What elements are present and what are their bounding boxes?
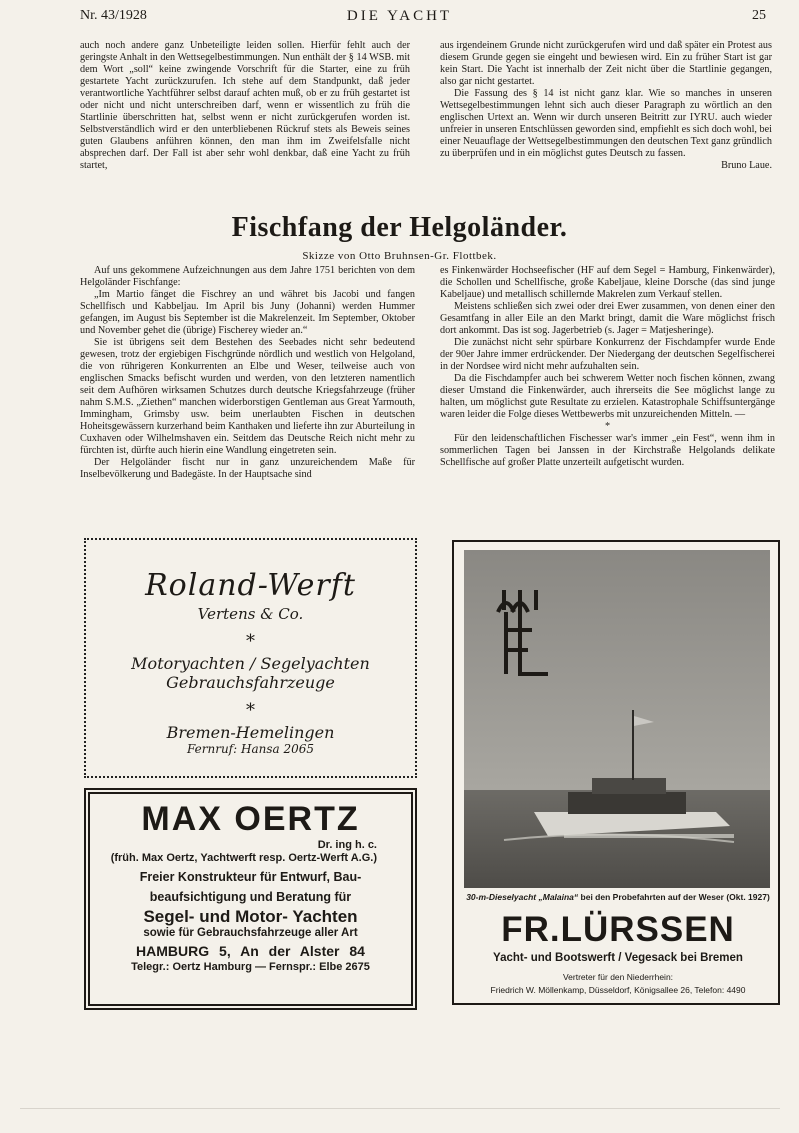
- former-company: (früh. Max Oertz, Yachtwerft resp. Oertz-Werft A.G.): [110, 852, 377, 864]
- service-line: sowie für Gebrauchsfahrzeuge aller Art: [143, 927, 358, 939]
- luerssen-advertisement: [452, 540, 780, 1005]
- issue-number: Nr. 43/1928: [80, 8, 147, 23]
- yacht-photo: [464, 550, 770, 888]
- paragraph: Der Helgoländer fischt nur in ganz unzureichendem Maße für Inselbevölkerung und Badegäste. In der Hauptsache sind: [80, 457, 415, 480]
- section-separator: *: [604, 421, 611, 432]
- product-line: Motoryachten / Segelyachten: [131, 654, 370, 673]
- page-number: 25: [752, 8, 766, 23]
- caption-text: bei den Probefahrten auf der Weser (Okt. 1927): [578, 892, 770, 902]
- company-owner: Vertens & Co.: [197, 605, 304, 623]
- top-text-right-column: [440, 40, 772, 180]
- photo-caption: [460, 892, 776, 902]
- paragraph: aus irgendeinem Grunde nicht zurückgerufen wird und daß später ein Protest aus diesem Grunde gegen sie eingeht und bewiesen wird. Ein zu früher Start ist gar kein Start. Die Yacht ist innerhalb der Zeit nicht über die Startlinie gegangen, also gar nicht gestartet.: [440, 40, 772, 87]
- magazine-title: DIE YACHT: [346, 8, 453, 24]
- paragraph: Auf uns gekommene Aufzeichnungen aus dem Jahre 1751 berichten von dem Helgoländer Fischfange:: [80, 265, 415, 288]
- page-bottom-rule: [20, 1108, 780, 1109]
- company-subtitle: Yacht- und Bootswerft / Vegesack bei Bremen: [493, 952, 743, 964]
- service-line: Freier Konstrukteur für Entwurf, Bau-: [139, 870, 362, 884]
- paragraph: Die Fassung des § 14 ist nicht ganz klar. Wie so manches in unseren Wettsegelbestimmungen lehnt sich auch dieser Paragraph zu wörtlich an den englischen Urtext an. Wenn wir durch unseren Beitritt zur IYRU. auch wieder unfreier in unseren Entschlüssen geworden sind, empfiehlt es sich doch wohl, bei einer Neuauflage der Wettsegelbestimmungen den deutschen Text ganz gründlich zu überprüfen und in ein möglichst gutes Deutsch zu fassen.: [440, 88, 772, 159]
- product-line: Gebrauchsfahrzeuge: [166, 673, 335, 692]
- caption-title: 30-m-Dieselyacht „Malaina“: [466, 892, 579, 902]
- company-address: [90, 943, 411, 959]
- company-name: MAX OERTZ: [141, 800, 360, 838]
- paragraph: es Finkenwärder Hochseefischer (HF auf dem Segel = Hamburg, Finkenwärder), die Schollen und Schellfische, große Kabeljaue, kleine Dorsche (das sind junge Kabeljaue) und metallisch schillernde Makrelen zum Verkauf stellen.: [440, 265, 775, 300]
- article-byline: Skizze von Otto Bruhnsen-Gr. Flottbek.: [302, 250, 497, 262]
- paragraph: auch noch andere ganz Unbeteiligte leiden sollen. Hierfür fehlt auch der geringste Anhalt in den Wettsegelbestimmungen. Nun enthält der § 14 WSB. mit dem Wort „soll“ keine zwingende Vorschrift für die Starter, eine zu früh gestartete Yacht zurückzurufen. Ich stehe auf dem Standpunkt, daß jeder verantwortliche Yachtführer selbst darauf achten muß, ob er zu früh gestartet ist oder nicht und nicht unterschreiben darf, wenn er wissentlich zu früh die Startlinie überschritten hat, selbst wenn er nicht zurückgerufen worden ist. Selbstverständlich wird er den unterbliebenen Rückruf stets als Beweis seines guten Glaubens anführen können, den man ihm im Zweifelsfalle nicht absprechen darf. Der Fall ist aber sehr wohl denkbar, daß eine Yacht zu früh startet,: [80, 40, 410, 171]
- article-right-column: [440, 265, 775, 525]
- specialty-line: Segel- und Motor- Yachten: [143, 907, 358, 926]
- company-name: FR.LÜRSSEN: [501, 910, 735, 949]
- service-line: beaufsichtigung und Beratung für: [149, 890, 352, 904]
- paragraph: „Im Martio fänget die Fischrey an und währet bis Jacobi und fangen Schellfisch und Kabbeljau. Im April bis Juny (Johanni) werden Hummer gefangen, im August bis September ist die Makrelenzeit. Im September, Oktober und November gehet die (übrige) Fischerey wieder an.“: [80, 289, 415, 336]
- separator-star: *: [246, 631, 255, 652]
- paragraph: Sie ist übrigens seit dem Bestehen des Seebades nicht sehr bedeutend gewesen, trotz der ergiebigen Fischgründe nördlich und westlich von Helgoland, die von rührigeren Konkurrenten an Elbe und Weser, teilweise auch von englischen Smacks befischt wurden und werden, von den letzteren namentlich seit dem Aufhören wirksamen Schutzes durch deutsche Kriegsfahrzeuge (früher nahm S.M.S. „Ziethen“ manchen widerborstigen Gentleman aus Great Yarmouth, Immingham, Grimsby usw. beim unerlaubten Fischen in deutschen Hoheitsgewässern kurzerhand beim Kanthaken und lieferte ihn zur Aburteilung in Cuxhaven oder Wilhelmshaven ein. Seitdem das Deutsche Reich nicht mehr zu fürchten ist, dürfte auch hierin eine Wandlung eingetreten sein.: [80, 337, 415, 456]
- article-left-column: [80, 265, 415, 525]
- academic-title: Dr. ing h. c.: [317, 839, 377, 851]
- article-title: Fischfang der Helgoländer.: [231, 212, 568, 243]
- representative-address: Friedrich W. Möllenkamp, Düsseldorf, Königsallee 26, Telefon: 4490: [490, 985, 746, 995]
- company-contact: Telegr.: Oertz Hamburg — Fernspr.: Elbe 2675: [131, 961, 370, 973]
- top-text-left-column: [80, 40, 410, 180]
- city: HAMBURG 5,: [136, 943, 231, 959]
- company-name: Roland-Werft: [145, 568, 356, 603]
- separator-star: *: [246, 700, 255, 721]
- roland-werft-advertisement: [84, 538, 417, 778]
- paragraph: Die zunächst nicht sehr spürbare Konkurrenz der Fischdampfer wurde Ende der 90er Jahre immer erdrückender. Der Niedergang der deutschen Segelfischerei in der Nordsee wird nicht mehr aufzuhalten sein.: [440, 337, 775, 372]
- paragraph: Da die Fischdampfer auch bei schwerem Wetter noch fischen können, zwang dieser Umstand die Finkenwärder, auch ihrerseits die See möglichst lange zu halten, um möglichst gute Resultate zu erzielen. Katastrophale Schiffsuntergänge waren leider die Folge dieses Wettbewerbs mit unzureichenden Mitteln. —: [440, 373, 775, 420]
- representative-label: Vertreter für den Niederrhein:: [562, 972, 674, 982]
- max-oertz-advertisement: [84, 788, 417, 1010]
- yacht-photo-illustration: [464, 550, 770, 888]
- paragraph: Meistens schließen sich zwei oder drei Ewer zusammen, von denen einer den Gesamtfang in aller Eile an den Markt bringt, damit die Ware möglichst frisch dort ankommt. Das ist sog. Jagerbetrieb (s. Jager = Matjesheringe).: [440, 301, 775, 336]
- company-phone: Fernruf: Hansa 2065: [186, 742, 314, 756]
- author-signature: Bruno Laue.: [721, 160, 772, 171]
- company-location: Bremen-Hemelingen: [166, 723, 335, 742]
- street: An der Alster 84: [240, 943, 365, 959]
- paragraph: Für den leidenschaftlichen Fischesser war's immer „ein Fest“, wenn ihm in sommerlichen Tagen bei Janssen in der Kirchstraße Helgolands delikate Schellfische auf großer Platte unzerteilt aufgetischt wurden.: [440, 433, 775, 468]
